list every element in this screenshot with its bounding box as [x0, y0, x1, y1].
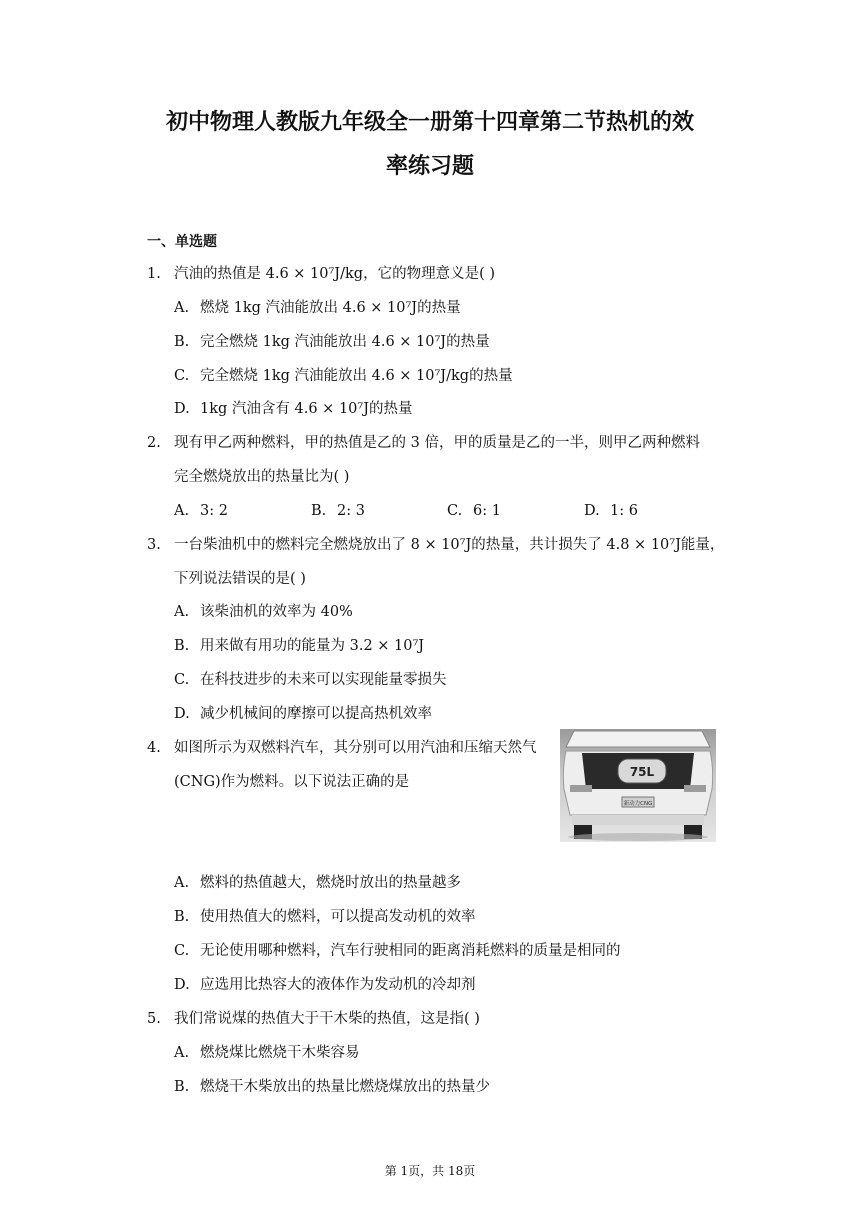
- option-text: 完全燃烧 1kg 汽油能放出 4.6 × 10⁷J/kg的热量: [200, 368, 513, 384]
- option-label: A.: [174, 503, 190, 519]
- car-trunk-image: [560, 729, 716, 842]
- option-text: 1kg 汽油含有 4.6 × 10⁷J的热量: [200, 401, 413, 417]
- option: [311, 501, 365, 521]
- question-text: 下列说法错误的是( ): [174, 571, 306, 587]
- option: [174, 332, 490, 352]
- option: [174, 602, 353, 622]
- question-text: 汽油的热值是 4.6 × 10⁷J/kg，它的物理意义是( ): [174, 266, 495, 282]
- option: [174, 1077, 490, 1097]
- option: [174, 941, 621, 961]
- option-label: B.: [174, 1079, 190, 1095]
- question-number: 3.: [147, 537, 161, 553]
- question-text: 一台柴油机中的燃料完全燃烧放出了 8 × 10⁷J的热量，共计损失了 4.8 × 10⁷J能量，: [174, 537, 725, 553]
- question-text: (CNG)作为燃料。以下说法正确的是: [174, 774, 410, 790]
- plate-label: 新动力CNG: [623, 801, 653, 807]
- question-text: 我们常说煤的热值大于干木柴的热值，这是指( ): [174, 1011, 480, 1027]
- option: [174, 670, 447, 690]
- option-text: 使用热值大的燃料，可以提高发动机的效率: [200, 909, 476, 925]
- option-text: 完全燃烧 1kg 汽油能放出 4.6 × 10⁷J的热量: [200, 334, 490, 350]
- page-title-line1: 初中物理人教版九年级全一册第十四章第二节热机的效: [165, 110, 694, 135]
- option-text: 无论使用哪种燃料，汽车行驶相同的距离消耗燃料的质量是相同的: [200, 943, 621, 959]
- option-label: D.: [174, 706, 190, 722]
- option-text: 该柴油机的效率为 40%: [200, 604, 353, 620]
- option-label: A.: [174, 1045, 190, 1061]
- section-heading: 一、单选题: [147, 234, 217, 250]
- option-text: 燃烧煤比燃烧干木柴容易: [200, 1045, 360, 1061]
- option: [174, 975, 476, 995]
- option-text: 应选用比热容大的液体作为发动机的冷却剂: [200, 977, 476, 993]
- question-number: 5.: [147, 1011, 161, 1027]
- option-text: 在科技进步的未来可以实现能量零损失: [200, 672, 447, 688]
- option: [174, 636, 424, 656]
- option-label: B.: [174, 909, 190, 925]
- option-label: A.: [174, 875, 190, 891]
- option-text: 用来做有用功的能量为 3.2 × 10⁷J: [200, 638, 425, 654]
- option-label: C.: [447, 503, 463, 519]
- option-label: A.: [174, 604, 190, 620]
- option-text: 3: 2: [200, 503, 228, 519]
- option-label: B.: [174, 638, 190, 654]
- option-label: B.: [311, 503, 327, 519]
- question-number: 1.: [147, 266, 161, 282]
- page-footer: 第 1页，共 18页: [384, 1164, 476, 1178]
- option-text: 6: 1: [473, 503, 501, 519]
- option: [174, 366, 513, 386]
- car-illustration: [560, 729, 716, 842]
- option: [174, 704, 432, 724]
- option-label: D.: [584, 503, 600, 519]
- option-label: C.: [174, 672, 190, 688]
- question-number: 2.: [147, 435, 161, 451]
- option: [174, 399, 413, 419]
- option: [174, 1043, 360, 1063]
- option: [174, 907, 476, 927]
- tank-label: 75L: [629, 765, 655, 779]
- question-number: 4.: [147, 740, 161, 756]
- option-text: 2: 3: [337, 503, 365, 519]
- page-title-line2: 率练习题: [385, 154, 474, 179]
- option-label: D.: [174, 977, 190, 993]
- option-text: 减少机械间的摩擦可以提高热机效率: [200, 706, 432, 722]
- option: [584, 501, 638, 521]
- option-label: C.: [174, 943, 190, 959]
- option-label: C.: [174, 368, 190, 384]
- option-label: A.: [174, 300, 190, 316]
- option-text: 1: 6: [610, 503, 638, 519]
- question-text: 完全燃烧放出的热量比为( ): [174, 469, 350, 485]
- option: [447, 501, 501, 521]
- option-text: 燃烧 1kg 汽油能放出 4.6 × 10⁷J的热量: [200, 300, 461, 316]
- option: [174, 501, 228, 521]
- option-text: 燃烧干木柴放出的热量比燃烧煤放出的热量少: [200, 1079, 490, 1095]
- option-label: B.: [174, 334, 190, 350]
- question-text: 现有甲乙两种燃料，甲的热值是乙的 3 倍，甲的质量是乙的一半，则甲乙两种燃料: [174, 435, 700, 451]
- option-text: 燃料的热值越大，燃烧时放出的热量越多: [200, 875, 461, 891]
- option-label: D.: [174, 401, 190, 417]
- option: [174, 873, 461, 893]
- option: [174, 298, 461, 318]
- question-text: 如图所示为双燃料汽车，其分别可以用汽油和压缩天然气: [174, 740, 537, 756]
